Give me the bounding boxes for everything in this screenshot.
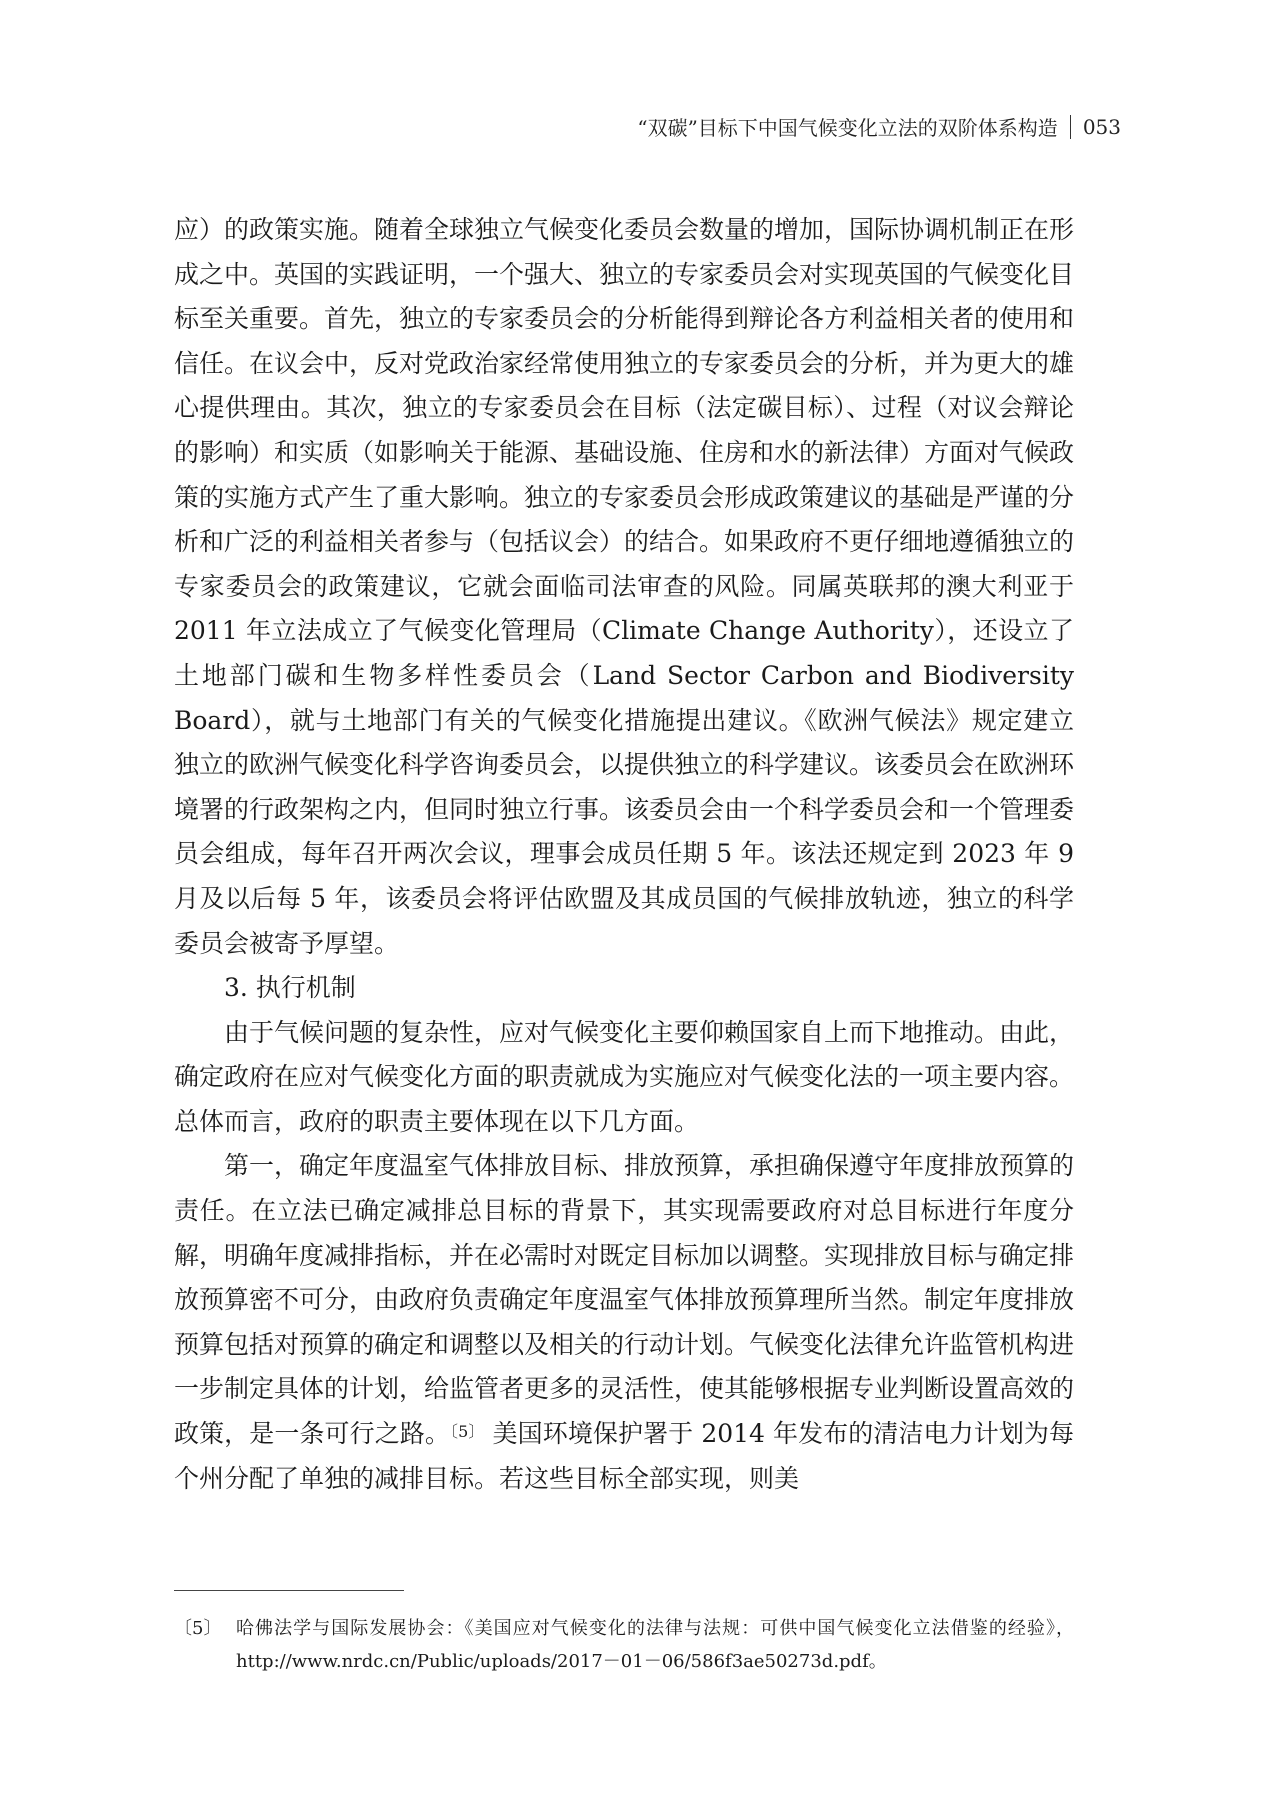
page-number: 053: [1082, 114, 1121, 139]
main-text: [174, 208, 1074, 1501]
paragraph-first-duty-text-cont: 美国环境保护署于 2014 年发布的清洁电力计划为每个州分配了单独的减排目标。若这些目标全部实现，则美: [174, 1419, 1074, 1493]
footnote-divider: [174, 1590, 404, 1591]
footnote: [174, 1612, 1074, 1678]
paragraph-first-duty: [174, 1144, 1074, 1501]
footnote-text: 哈佛法学与国际发展协会：《美国应对气候变化的法律与法规：可供中国气候变化立法借鉴的经验》，http://www.nrdc.cn/Public/uploads/2017－01－06/586f3ae50273d.pdf。: [236, 1618, 1074, 1672]
running-header: [637, 112, 1121, 141]
header-divider: [1070, 115, 1071, 139]
section-heading: 3. 执行机制: [224, 973, 356, 1003]
paragraph-continuation: 应）的政策实施。随着全球独立气候变化委员会数量的增加，国际协调机制正在形成之中。英国的实践证明，一个强大、独立的专家委员会对实现英国的气候变化目标至关重要。首先，独立的专家委员会的分析能得到辩论各方利益相关者的使用和信任。在议会中，反对党政治家经常使用独立的专家委员会的分析，并为更大的雄心提供理由。其次，独立的专家委员会在目标（法定碳目标）、过程（对议会辩论的影响）和实质（如影响关于能源、基础设施、住房和水的新法律）方面对气候政策的实施方式产生了重大影响。独立的专家委员会形成政策建议的基础是严谨的分析和广泛的利益相关者参与（包括议会）的结合。如果政府不更仔细地遵循独立的专家委员会的政策建议，它就会面临司法审查的风险。同属英联邦的澳大利亚于 2011 年立法成立了气候变化管理局（Climate Change Authority），还设立了土地部门碳和生物多样性委员会（Land Sector Carbon and Biodiversity Board），就与土地部门有关的气候变化措施提出建议。《欧洲气候法》规定建立独立的欧洲气候变化科学咨询委员会，以提供独立的科学建议。该委员会在欧洲环境署的行政架构之内，但同时独立行事。该委员会由一个科学委员会和一个管理委员会组成，每年召开两次会议，理事会成员任期 5 年。该法还规定到 2023 年 9 月及以后每 5 年，该委员会将评估欧盟及其成员国的气候排放轨迹，独立的科学委员会被寄予厚望。: [174, 215, 1075, 958]
paragraph-enforcement-intro: 由于气候问题的复杂性，应对气候变化主要仰赖国家自上而下地推动。由此，确定政府在应对气候变化方面的职责就成为实施应对气候变化法的一项主要内容。总体而言，政府的职责主要体现在以下几方面。: [174, 1017, 1075, 1136]
footnote-mark: 〔5〕: [174, 1618, 222, 1639]
running-title: “双碳”目标下中国气候变化立法的双阶体系构造: [637, 116, 1058, 140]
footnote-reference[interactable]: 〔5〕: [450, 1422, 485, 1442]
paragraph-first-duty-text: 第一，确定年度温室气体排放目标、排放预算，承担确保遵守年度排放预算的责任。在立法已确定减排总目标的背景下，其实现需要政府对总目标进行年度分解，明确年度减排指标，并在必需时对既定目标加以调整。实现排放目标与确定排放预算密不可分，由政府负责确定年度温室气体排放预算理所当然。制定年度排放预算包括对预算的确定和调整以及相关的行动计划。气候变化法律允许监管机构进一步制定具体的计划，给监管者更多的灵活性，使其能够根据专业判断设置高效的政策，是一条可行之路。: [174, 1151, 1075, 1449]
